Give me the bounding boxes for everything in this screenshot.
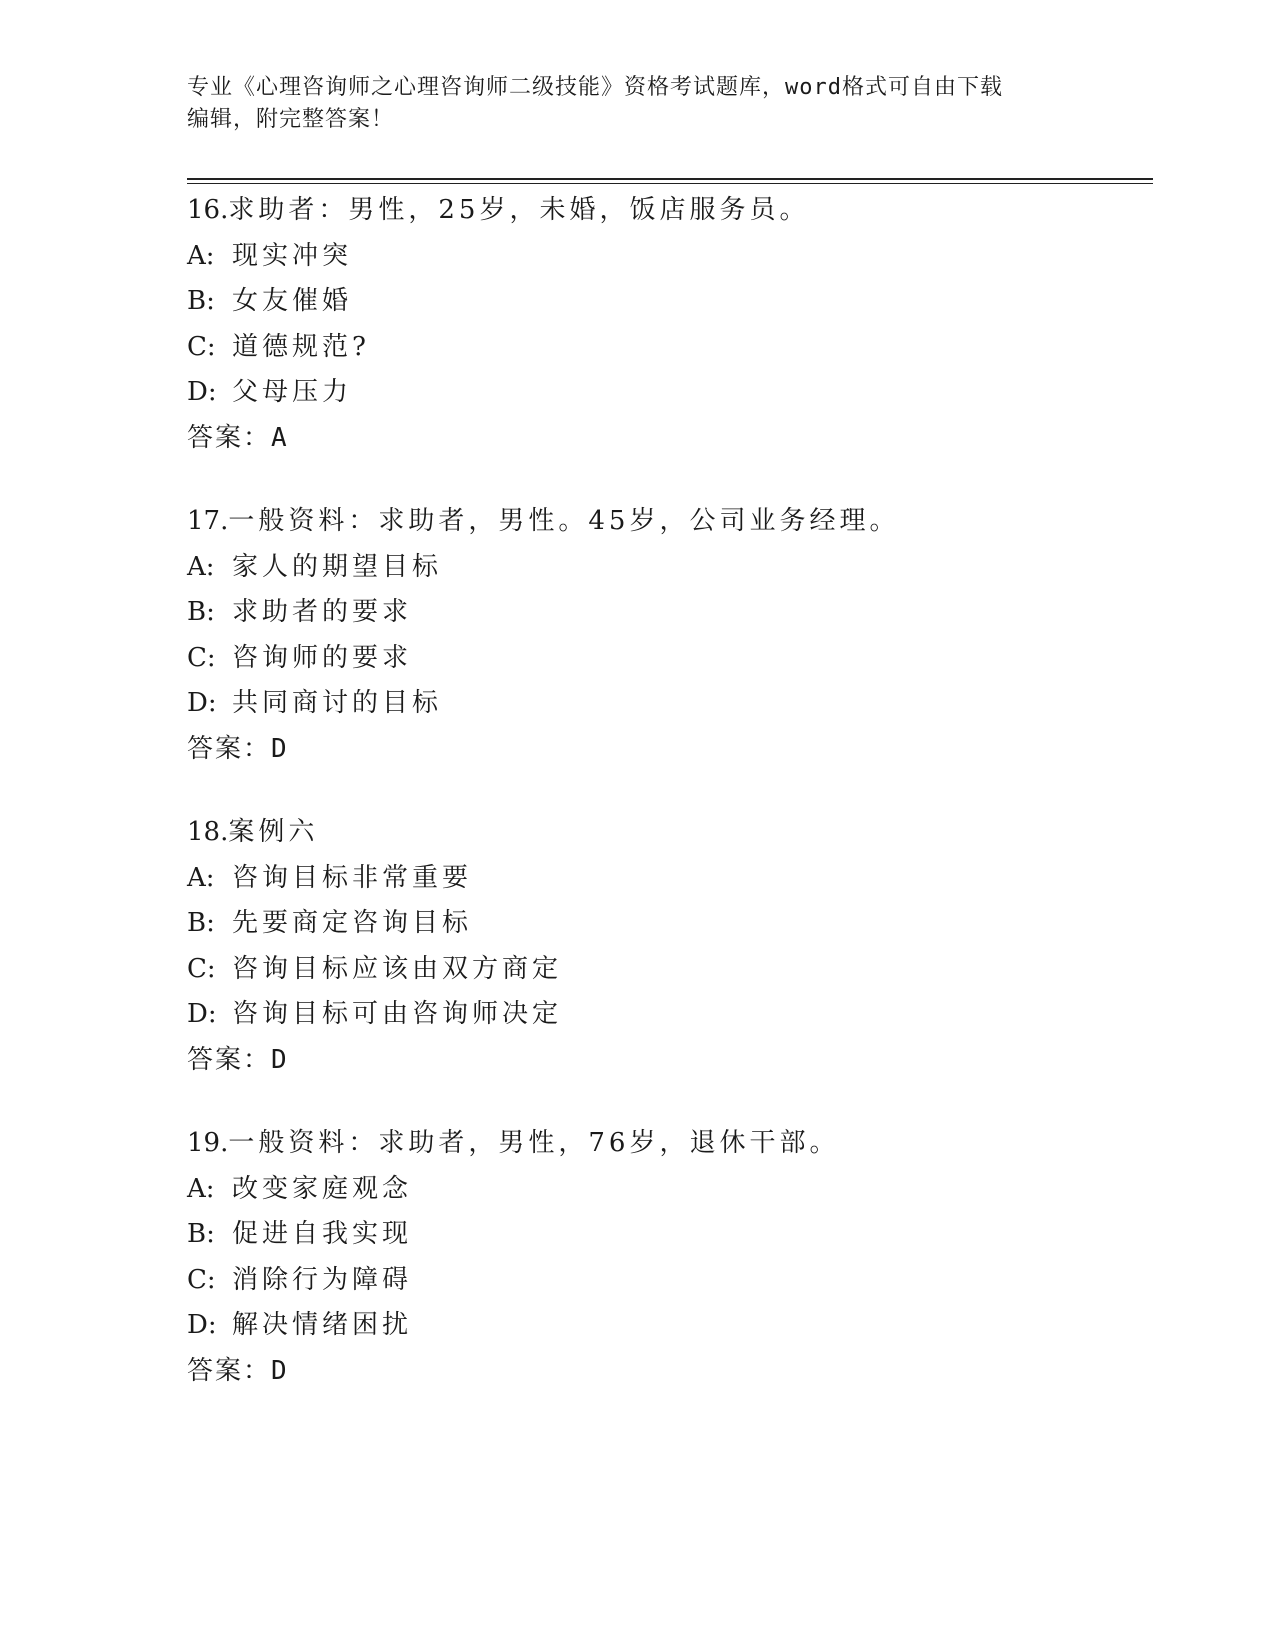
question-stem [187, 499, 1153, 545]
option-text: 咨询师的要求 [232, 642, 413, 673]
question-text: 一般资料：求助者，男性。45岁，公司业务经理。 [228, 506, 900, 536]
option-c [187, 636, 1153, 682]
question-stem [187, 810, 1153, 856]
option-b [187, 1212, 1153, 1258]
question-list [187, 188, 1153, 1432]
option-letter: B: [187, 286, 215, 316]
option-c [187, 325, 1153, 371]
answer-line: 答案：D [187, 1044, 289, 1075]
option-letter: D: [187, 377, 217, 407]
header-line-1: 专业《心理咨询师之心理咨询师二级技能》资格考试题库，word格式可自由下载 [187, 75, 1003, 100]
option-text: 现实冲突 [232, 240, 353, 271]
option-d [187, 681, 1153, 727]
option-text: 先要商定咨询目标 [232, 908, 473, 938]
option-letter: A: [187, 1173, 215, 1204]
option-a [187, 1167, 1153, 1213]
question-number: 17. [187, 506, 229, 536]
question-16 [187, 188, 1153, 461]
question-text: 一般资料：求助者，男性，76岁，退休干部。 [228, 1128, 840, 1158]
option-text: 道德规范? [232, 331, 370, 362]
question-number: 18. [187, 817, 229, 847]
option-text: 家人的期望目标 [232, 551, 443, 582]
option-text: 女友催婚 [232, 286, 353, 316]
option-d [187, 992, 1153, 1038]
option-text: 促进自我实现 [232, 1219, 413, 1249]
option-b [187, 590, 1153, 636]
option-text: 共同商讨的目标 [232, 688, 443, 718]
option-text: 咨询目标应该由双方商定 [232, 953, 563, 984]
option-letter: C: [187, 642, 216, 673]
question-17 [187, 499, 1153, 772]
option-letter: A: [187, 240, 215, 271]
question-text: 求助者：男性，25岁，未婚，饭店服务员。 [228, 195, 810, 225]
question-18 [187, 810, 1153, 1083]
option-text: 咨询目标可由咨询师决定 [232, 999, 563, 1029]
question-19 [187, 1121, 1153, 1394]
option-d [187, 370, 1153, 416]
answer-line: 答案：D [187, 1355, 289, 1386]
option-text: 咨询目标非常重要 [232, 862, 473, 893]
option-letter: C: [187, 331, 216, 362]
option-letter: C: [187, 1264, 216, 1295]
option-d [187, 1303, 1153, 1349]
option-text: 求助者的要求 [232, 597, 413, 627]
option-letter: B: [187, 1219, 215, 1249]
option-letter: D: [187, 999, 217, 1029]
answer-line: 答案：A [187, 422, 289, 453]
option-letter: A: [187, 551, 215, 582]
option-c [187, 947, 1153, 993]
answer-line: 答案：D [187, 733, 289, 764]
option-a [187, 234, 1153, 280]
option-letter: B: [187, 908, 215, 938]
question-text: 案例六 [228, 817, 319, 847]
header-divider-thick [187, 178, 1153, 180]
document-header [187, 72, 1087, 136]
option-c [187, 1258, 1153, 1304]
option-text: 父母压力 [232, 377, 353, 407]
header-divider-thin [187, 183, 1153, 184]
question-number: 16. [187, 195, 229, 225]
header-line-2: 编辑，附完整答案！ [187, 107, 395, 132]
option-text: 改变家庭观念 [232, 1173, 413, 1204]
option-b [187, 279, 1153, 325]
option-letter: A: [187, 862, 215, 893]
option-text: 解决情绪困扰 [232, 1310, 413, 1340]
option-letter: B: [187, 597, 215, 627]
option-a [187, 545, 1153, 591]
option-text: 消除行为障碍 [232, 1264, 413, 1295]
question-number: 19. [187, 1128, 229, 1158]
option-a [187, 856, 1153, 902]
option-letter: D: [187, 688, 217, 718]
question-stem [187, 1121, 1153, 1167]
option-letter: C: [187, 953, 216, 984]
option-b [187, 901, 1153, 947]
option-letter: D: [187, 1310, 217, 1340]
question-stem [187, 188, 1153, 234]
